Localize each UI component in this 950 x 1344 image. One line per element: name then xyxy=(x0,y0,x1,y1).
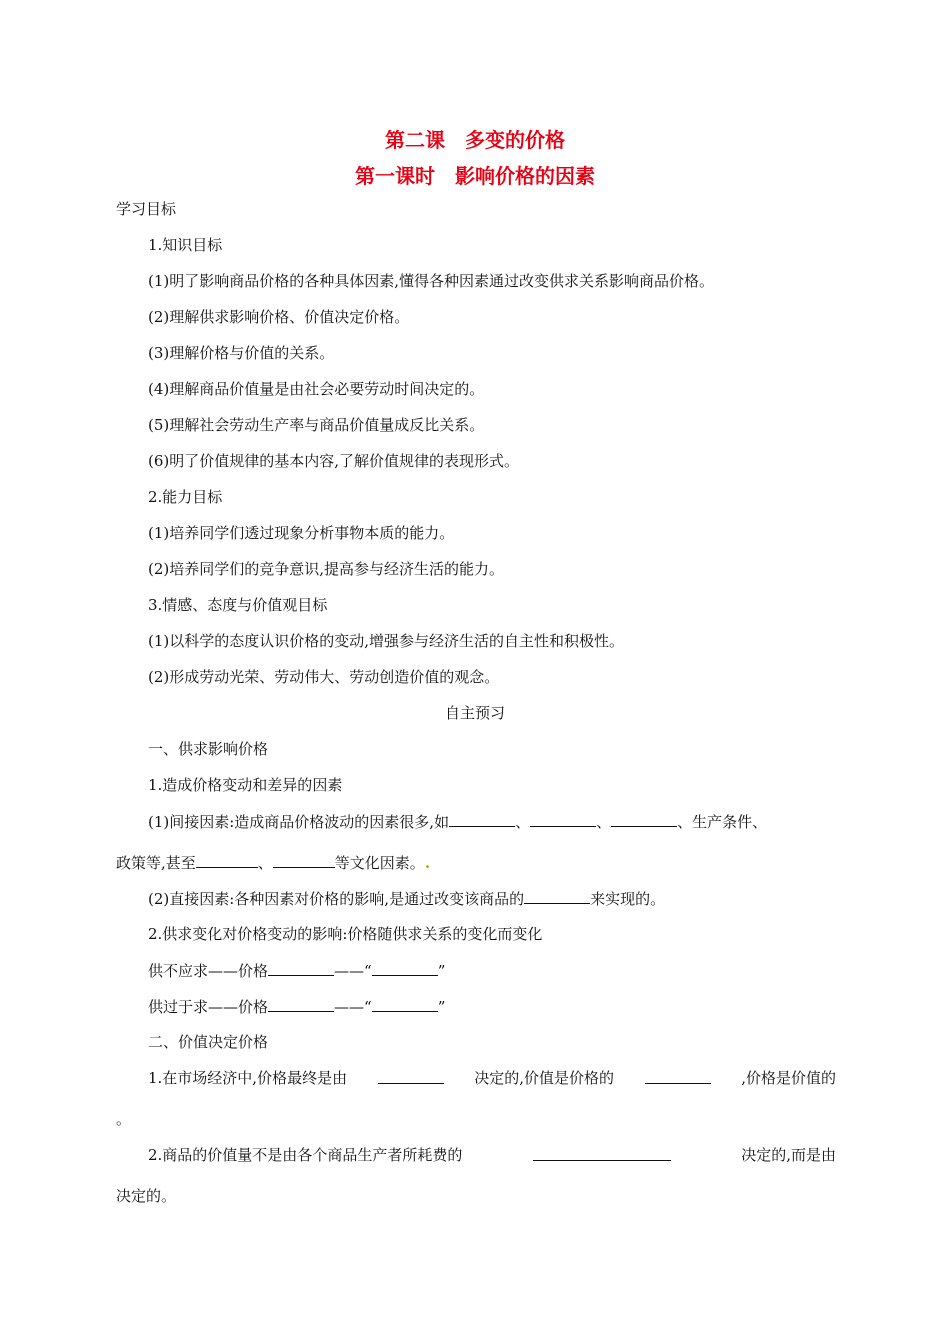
fill-blank[interactable] xyxy=(524,888,590,904)
separator: 、 xyxy=(257,854,273,872)
objectives-heading: 学习目标 xyxy=(116,200,177,218)
knowledge-item-4: (4)理解商品价值量是由社会必要劳动时间决定的。 xyxy=(148,380,485,398)
dash: —— xyxy=(334,962,365,980)
s2-item2-text-a: 2.商品的价值量不是由各个商品生产者所耗费的 xyxy=(148,1146,463,1164)
fill-blank[interactable] xyxy=(372,960,438,976)
right-quote: ” xyxy=(437,998,446,1016)
over-supply-text: 供过于求——价格 xyxy=(148,998,269,1016)
indirect-text-a: (1)间接因素:造成商品价格波动的因素很多,如 xyxy=(148,813,450,831)
separator: 、 xyxy=(596,813,612,831)
over-supply-line xyxy=(148,996,445,1017)
s2-item2-end: 决定的。 xyxy=(116,1187,177,1205)
fill-blank[interactable] xyxy=(611,811,677,827)
knowledge-item-5: (5)理解社会劳动生产率与商品价值量成反比关系。 xyxy=(148,416,485,434)
direct-text-a: (2)直接因素:各种因素对价格的影响,是通过改变该商品的 xyxy=(148,890,525,908)
fill-blank[interactable] xyxy=(268,960,334,976)
knowledge-item-3: (3)理解价格与价值的关系。 xyxy=(148,344,335,362)
left-quote: “ xyxy=(364,962,372,980)
preview-heading: 自主预习 xyxy=(444,704,505,722)
s2-item1-end: 。 xyxy=(116,1110,132,1128)
right-quote: ” xyxy=(437,962,446,980)
fill-blank[interactable] xyxy=(378,1068,444,1084)
separator: 、 xyxy=(515,813,531,831)
knowledge-item-2: (2)理解供求影响价格、价值决定价格。 xyxy=(148,308,410,326)
dash: —— xyxy=(334,998,365,1016)
knowledge-item-1: (1)明了影响商品价格的各种具体因素,懂得各种因素通过改变供求关系影响商品价格。 xyxy=(148,272,715,290)
indirect-text-d: 等文化因素。 xyxy=(334,854,425,872)
section-2-item-2 xyxy=(148,1145,836,1165)
fill-blank[interactable] xyxy=(196,852,258,868)
direct-text-b: 来实现的。 xyxy=(590,890,666,908)
ability-heading: 2.能力目标 xyxy=(148,488,223,506)
ability-item-2: (2)培养同学们的竞争意识,提高参与经济生活的能力。 xyxy=(148,560,505,578)
indirect-text-b: 、生产条件、 xyxy=(677,813,768,831)
fill-blank[interactable] xyxy=(530,811,596,827)
knowledge-item-6: (6)明了价值规律的基本内容,了解价值规律的表现形式。 xyxy=(148,452,520,470)
indirect-text-c: 政策等,甚至 xyxy=(116,854,196,872)
indirect-factors-line-2 xyxy=(116,852,430,873)
left-quote: “ xyxy=(364,998,372,1016)
short-supply-text: 供不应求——价格 xyxy=(148,962,269,980)
emotion-heading: 3.情感、态度与价值观目标 xyxy=(148,596,328,614)
emotion-item-2: (2)形成劳动光荣、劳动伟大、劳动创造价值的观念。 xyxy=(148,668,500,686)
emotion-item-1: (1)以科学的态度认识价格的变动,增强参与经济生活的自主性和积极性。 xyxy=(148,632,625,650)
fill-blank[interactable] xyxy=(372,996,438,1012)
section-2-item-1 xyxy=(148,1068,836,1088)
section-1-item-1: 1.造成价格变动和差异的因素 xyxy=(148,776,343,794)
section-2-heading: 二、价值决定价格 xyxy=(148,1033,269,1051)
fill-blank[interactable] xyxy=(645,1068,711,1084)
marker-dot: . xyxy=(424,854,431,872)
fill-blank[interactable] xyxy=(533,1145,671,1161)
section-1-heading: 一、供求影响价格 xyxy=(148,740,269,758)
fill-blank[interactable] xyxy=(268,996,334,1012)
s2-item1-text-a: 1.在市场经济中,价格最终是由 xyxy=(148,1069,348,1087)
indirect-factors-line xyxy=(148,811,767,832)
fill-blank[interactable] xyxy=(273,852,335,868)
s2-item1-text-b: 决定的,价值是价格的 xyxy=(474,1069,615,1087)
ability-item-1: (1)培养同学们透过现象分析事物本质的能力。 xyxy=(148,524,455,542)
fill-blank[interactable] xyxy=(449,811,515,827)
period-title: 第一课时 影响价格的因素 xyxy=(355,164,595,188)
direct-factors-line xyxy=(148,888,665,909)
lesson-title: 第二课 多变的价格 xyxy=(385,128,565,152)
s2-item1-text-c: ,价格是价值的 xyxy=(741,1069,836,1087)
knowledge-heading: 1.知识目标 xyxy=(148,236,223,254)
section-1-item-2: 2.供求变化对价格变动的影响:价格随供求关系的变化而变化 xyxy=(148,925,543,943)
s2-item2-text-b: 决定的,而是由 xyxy=(741,1146,836,1164)
short-supply-line xyxy=(148,960,445,981)
